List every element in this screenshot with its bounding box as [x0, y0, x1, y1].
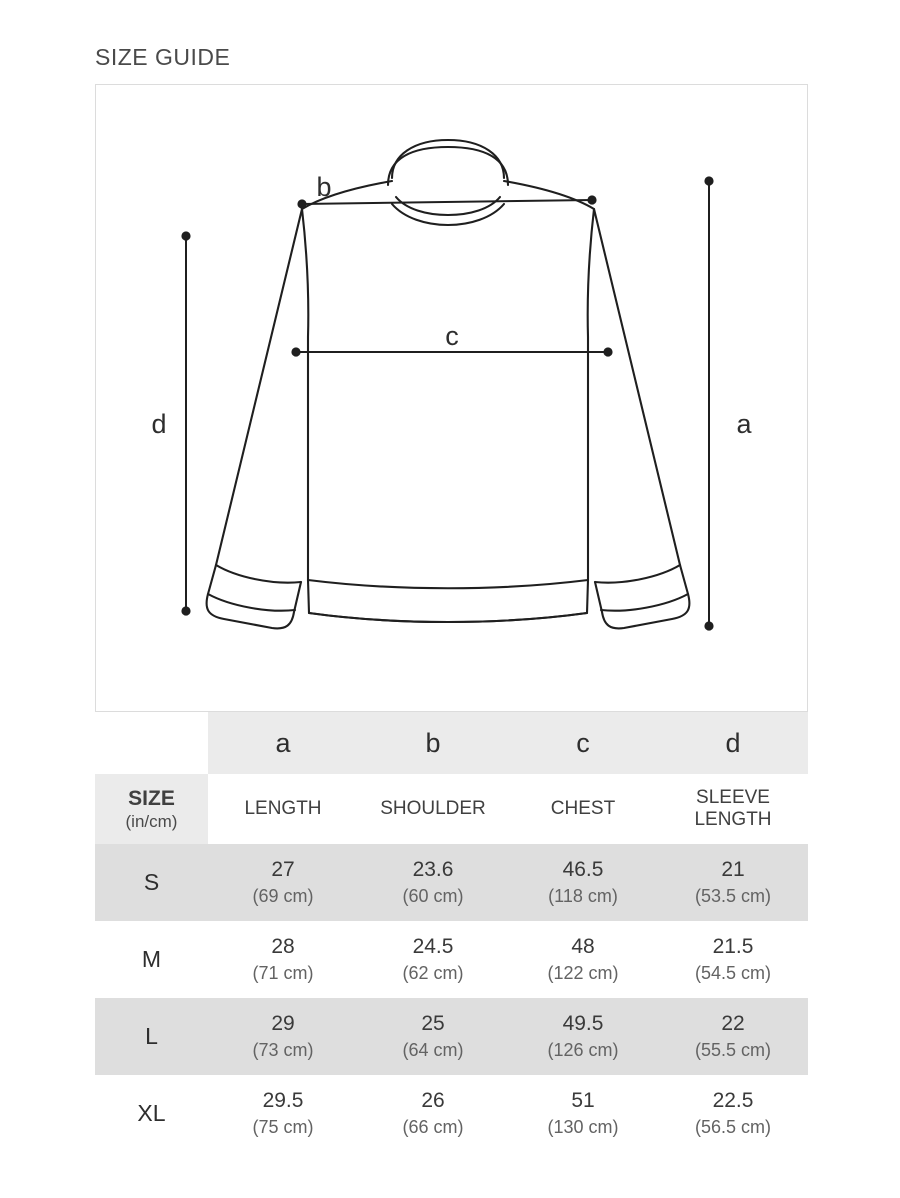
row-size-label: S	[95, 844, 208, 921]
cell-shoulder	[358, 921, 508, 998]
value-cm: (71 cm)	[252, 963, 314, 984]
header-size-units: (in/cm)	[125, 811, 178, 831]
letter-cell-b: b	[358, 712, 508, 774]
table-row	[95, 1075, 808, 1152]
cell-chest	[508, 998, 658, 1075]
sweatshirt-diagram	[96, 85, 807, 711]
value-cm: (118 cm)	[548, 886, 618, 907]
value-cm: (122 cm)	[547, 963, 619, 984]
cell-length	[208, 921, 358, 998]
letter-cell-c: c	[508, 712, 658, 774]
value-in: 21.5	[712, 935, 754, 959]
cell-chest	[508, 921, 658, 998]
table-row	[95, 921, 808, 998]
cell-shoulder	[358, 998, 508, 1075]
page-title: SIZE GUIDE	[95, 44, 231, 70]
cell-shoulder	[358, 1075, 508, 1152]
value-cm: (60 cm)	[402, 886, 464, 907]
value-cm: (66 cm)	[402, 1117, 464, 1138]
cell-sleeve-length	[658, 998, 808, 1075]
header-length: LENGTH	[208, 774, 358, 844]
header-chest: CHEST	[508, 774, 658, 844]
value-in: 48	[571, 935, 595, 959]
garment-diagram-panel	[95, 84, 808, 712]
value-in: 23.6	[412, 858, 454, 882]
value-in: 29.5	[262, 1089, 304, 1113]
value-in: 24.5	[412, 935, 454, 959]
value-in: 26	[421, 1089, 445, 1113]
value-in: 22.5	[712, 1089, 754, 1113]
cell-chest	[508, 1075, 658, 1152]
cell-sleeve-length	[658, 921, 808, 998]
diagram-label-c: c	[445, 321, 459, 351]
value-cm: (126 cm)	[547, 1040, 619, 1061]
row-size-label: M	[95, 921, 208, 998]
row-size-label: XL	[95, 1075, 208, 1152]
letter-cell-d: d	[658, 712, 808, 774]
diagram-label-d: d	[151, 409, 167, 439]
header-size-label: SIZE	[128, 786, 175, 810]
value-in: 27	[271, 858, 295, 882]
value-cm: (69 cm)	[252, 886, 314, 907]
value-in: 46.5	[562, 858, 604, 882]
size-table	[95, 712, 808, 1152]
value-in: 22	[721, 1012, 745, 1036]
value-cm: (75 cm)	[252, 1117, 314, 1138]
value-cm: (62 cm)	[402, 963, 464, 984]
measure-line-b	[302, 200, 592, 204]
table-header-row	[95, 774, 808, 844]
value-in: 51	[571, 1089, 595, 1113]
table-row	[95, 844, 808, 921]
value-cm: (54.5 cm)	[694, 963, 772, 984]
value-cm: (55.5 cm)	[694, 1040, 772, 1061]
value-in: 21	[721, 858, 745, 882]
cell-sleeve-length	[658, 844, 808, 921]
table-row-letters	[95, 712, 808, 774]
header-sleeve-length: SLEEVE LENGTH	[658, 774, 808, 844]
cell-sleeve-length	[658, 1075, 808, 1152]
cell-shoulder	[358, 844, 508, 921]
value-cm: (56.5 cm)	[694, 1117, 772, 1138]
value-in: 25	[421, 1012, 445, 1036]
value-cm: (130 cm)	[547, 1117, 619, 1138]
cell-chest	[508, 844, 658, 921]
value-cm: (73 cm)	[252, 1040, 314, 1061]
value-in: 28	[271, 935, 295, 959]
row-size-label: L	[95, 998, 208, 1075]
value-cm: (64 cm)	[402, 1040, 464, 1061]
diagram-label-a: a	[736, 409, 752, 439]
header-size-cell	[95, 774, 208, 844]
cell-length	[208, 844, 358, 921]
cell-length	[208, 1075, 358, 1152]
value-cm: (53.5 cm)	[694, 886, 772, 907]
letter-cell-a: a	[208, 712, 358, 774]
cell-length	[208, 998, 358, 1075]
value-in: 49.5	[562, 1012, 604, 1036]
value-in: 29	[271, 1012, 295, 1036]
table-row	[95, 998, 808, 1075]
letter-cell-blank	[95, 712, 208, 774]
diagram-label-b: b	[316, 172, 332, 202]
header-shoulder: SHOULDER	[358, 774, 508, 844]
